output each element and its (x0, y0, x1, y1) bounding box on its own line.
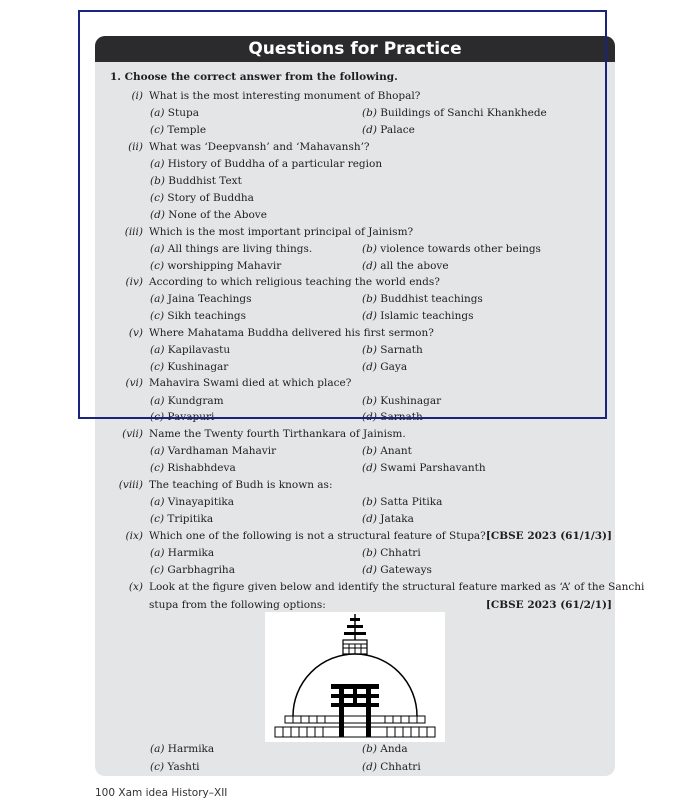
option-text: None of the Above (168, 209, 267, 221)
answer-option (150, 743, 214, 756)
answer-option (362, 411, 423, 424)
option-text: Sarnath (380, 344, 423, 356)
option-text: Kushinagar (167, 361, 229, 373)
option-text: Chhatri (380, 547, 421, 559)
option-letter: (d) (362, 260, 377, 272)
option-text: Temple (167, 124, 207, 136)
option-text: All things are living things. (167, 243, 313, 255)
option-letter: (c) (150, 310, 165, 322)
question-number: (x) (128, 581, 143, 593)
option-text: Stupa (167, 107, 199, 119)
option-text: Anda (380, 743, 408, 755)
option-letter: (c) (150, 761, 165, 773)
option-letter: (a) (150, 496, 165, 508)
answer-option (150, 124, 206, 137)
answer-option (362, 564, 432, 577)
answer-option (150, 513, 213, 526)
option-letter: (d) (362, 462, 377, 474)
question-text: What is the most interesting monument of Bhopal? (149, 90, 421, 102)
question-text-continued: stupa from the following options: (149, 599, 326, 611)
answer-option (150, 496, 234, 509)
answer-option (150, 411, 214, 424)
option-text: Harmika (167, 547, 215, 559)
book-title: Xam idea History–XII (118, 787, 228, 799)
option-text: Buddhist Text (168, 175, 242, 187)
option-text: Jataka (380, 513, 414, 525)
option-letter: (b) (362, 344, 377, 356)
question-text: According to which religious teaching the world ends? (149, 276, 440, 288)
option-letter: (a) (150, 445, 165, 457)
question-number: (vi) (125, 377, 143, 389)
option-text: Anant (380, 445, 412, 457)
option-letter: (a) (150, 395, 165, 407)
option-letter: (c) (150, 513, 165, 525)
answer-option (150, 344, 230, 357)
option-letter: (d) (150, 209, 165, 221)
option-letter: (d) (362, 310, 377, 322)
answer-option (362, 124, 415, 137)
answer-option (150, 395, 224, 408)
option-text: Kushinagar (380, 395, 442, 407)
answer-option (150, 564, 235, 577)
question-text: Where Mahatama Buddha delivered his first sermon? (149, 327, 434, 339)
option-text: Rishabhdeva (167, 462, 236, 474)
question-number: (iv) (125, 276, 143, 288)
option-text: Kapilavastu (167, 344, 231, 356)
option-letter: (b) (362, 293, 377, 305)
answer-option (362, 513, 414, 526)
option-letter: (b) (150, 175, 165, 187)
answer-option (362, 344, 423, 357)
section-heading: 1. Choose the correct answer from the following. (110, 71, 398, 83)
option-letter: (a) (150, 293, 165, 305)
option-text: Story of Buddha (167, 192, 254, 204)
option-letter: (d) (362, 411, 377, 423)
option-letter: (c) (150, 462, 165, 474)
question-number: (i) (131, 90, 143, 102)
option-letter: (c) (150, 411, 165, 423)
option-letter: (d) (362, 513, 377, 525)
question-text: Mahavira Swami died at which place? (149, 377, 352, 389)
page-number: 100 (95, 787, 116, 799)
option-letter: (d) (362, 124, 377, 136)
question-text: Look at the figure given below and identify the structural feature marked as ‘A’ of the Sanchi (149, 581, 645, 593)
question-text: Which one of the following is not a structural feature of Stupa? (149, 530, 486, 542)
answer-option (150, 243, 312, 256)
answer-option (150, 547, 214, 560)
option-letter: (c) (150, 361, 165, 373)
option-text: Sikh teachings (167, 310, 247, 322)
stupa-drawing (265, 612, 445, 742)
answer-option (150, 361, 228, 374)
answer-option (362, 107, 547, 120)
option-letter: (c) (150, 192, 165, 204)
option-letter: (b) (362, 395, 377, 407)
option-letter: (a) (150, 344, 165, 356)
option-text: Satta Pitika (380, 496, 443, 508)
answer-option (150, 158, 382, 171)
question-number: (vii) (122, 428, 143, 440)
answer-option (362, 445, 412, 458)
option-letter: (d) (362, 564, 377, 576)
option-text: Vardhaman Mahavir (167, 445, 277, 457)
option-text: Islamic teachings (380, 310, 474, 322)
question-number: (ii) (128, 141, 143, 153)
answer-option (362, 761, 421, 774)
answer-option (150, 445, 276, 458)
answer-option (362, 243, 541, 256)
option-text: worshipping Mahavir (167, 260, 282, 272)
option-letter: (b) (362, 496, 377, 508)
answer-option (362, 462, 486, 475)
answer-option (150, 310, 246, 323)
option-letter: (a) (150, 158, 165, 170)
question-number: (iii) (124, 226, 143, 238)
answer-option (150, 293, 252, 306)
option-letter: (a) (150, 743, 165, 755)
option-text: Pavapuri (167, 411, 215, 423)
banner-title: Questions for Practice (95, 36, 615, 62)
option-letter: (b) (362, 743, 377, 755)
option-text: Buddhist teachings (380, 293, 483, 305)
option-text: violence towards other beings (380, 243, 541, 255)
option-text: History of Buddha of a particular region (167, 158, 383, 170)
answer-option (150, 761, 200, 774)
answer-option (362, 293, 483, 306)
answer-option (362, 361, 407, 374)
question-text: The teaching of Budh is known as: (149, 479, 333, 491)
question-number: (viii) (118, 479, 143, 491)
option-text: Kundgram (167, 395, 224, 407)
answer-option (362, 310, 474, 323)
option-letter: (c) (150, 564, 165, 576)
option-text: Gaya (380, 361, 408, 373)
option-letter: (d) (362, 761, 377, 773)
option-text: Harmika (167, 743, 215, 755)
option-text: Gateways (380, 564, 432, 576)
option-letter: (b) (362, 243, 377, 255)
option-letter: (b) (362, 107, 377, 119)
answer-option (150, 209, 267, 222)
option-text: Palace (380, 124, 415, 136)
option-text: all the above (380, 260, 449, 272)
answer-option (150, 175, 242, 188)
page-footer (95, 787, 227, 799)
answer-option (362, 547, 421, 560)
option-letter: (b) (362, 445, 377, 457)
answer-option (150, 260, 281, 273)
cbse-reference-tag: [CBSE 2023 (61/2/1)] (485, 599, 612, 611)
option-letter: (c) (150, 124, 165, 136)
option-text: Sarnath (380, 411, 423, 423)
answer-option (362, 496, 442, 509)
option-letter: (a) (150, 547, 165, 559)
answer-option (362, 395, 441, 408)
answer-option (362, 260, 449, 273)
option-text: Yashti (167, 761, 200, 773)
option-text: Jaina Teachings (167, 293, 252, 305)
question-text: Name the Twenty fourth Tirthankara of Jainism. (149, 428, 406, 440)
answer-option (150, 192, 254, 205)
option-letter: (d) (362, 361, 377, 373)
question-number: (v) (128, 327, 143, 339)
option-text: Swami Parshavanth (380, 462, 486, 474)
option-letter: (b) (362, 547, 377, 559)
cbse-reference-tag: [CBSE 2023 (61/1/3)] (485, 530, 612, 542)
option-letter: (c) (150, 260, 165, 272)
option-text: Buildings of Sanchi Khankhede (380, 107, 547, 119)
option-text: Vinayapitika (167, 496, 235, 508)
answer-option (150, 462, 236, 475)
option-text: Garbhagriha (167, 564, 235, 576)
answer-option (150, 107, 199, 120)
option-letter: (a) (150, 243, 165, 255)
question-text: What was ‘Deepvansh’ and ‘Mahavansh’? (149, 141, 370, 153)
question-text: Which is the most important principal of Jainism? (149, 226, 414, 238)
option-text: Tripitika (167, 513, 214, 525)
option-text: Chhatri (380, 761, 421, 773)
sanchi-stupa-figure (265, 612, 445, 742)
answer-option (362, 743, 408, 756)
option-letter: (a) (150, 107, 165, 119)
question-number: (ix) (125, 530, 143, 542)
